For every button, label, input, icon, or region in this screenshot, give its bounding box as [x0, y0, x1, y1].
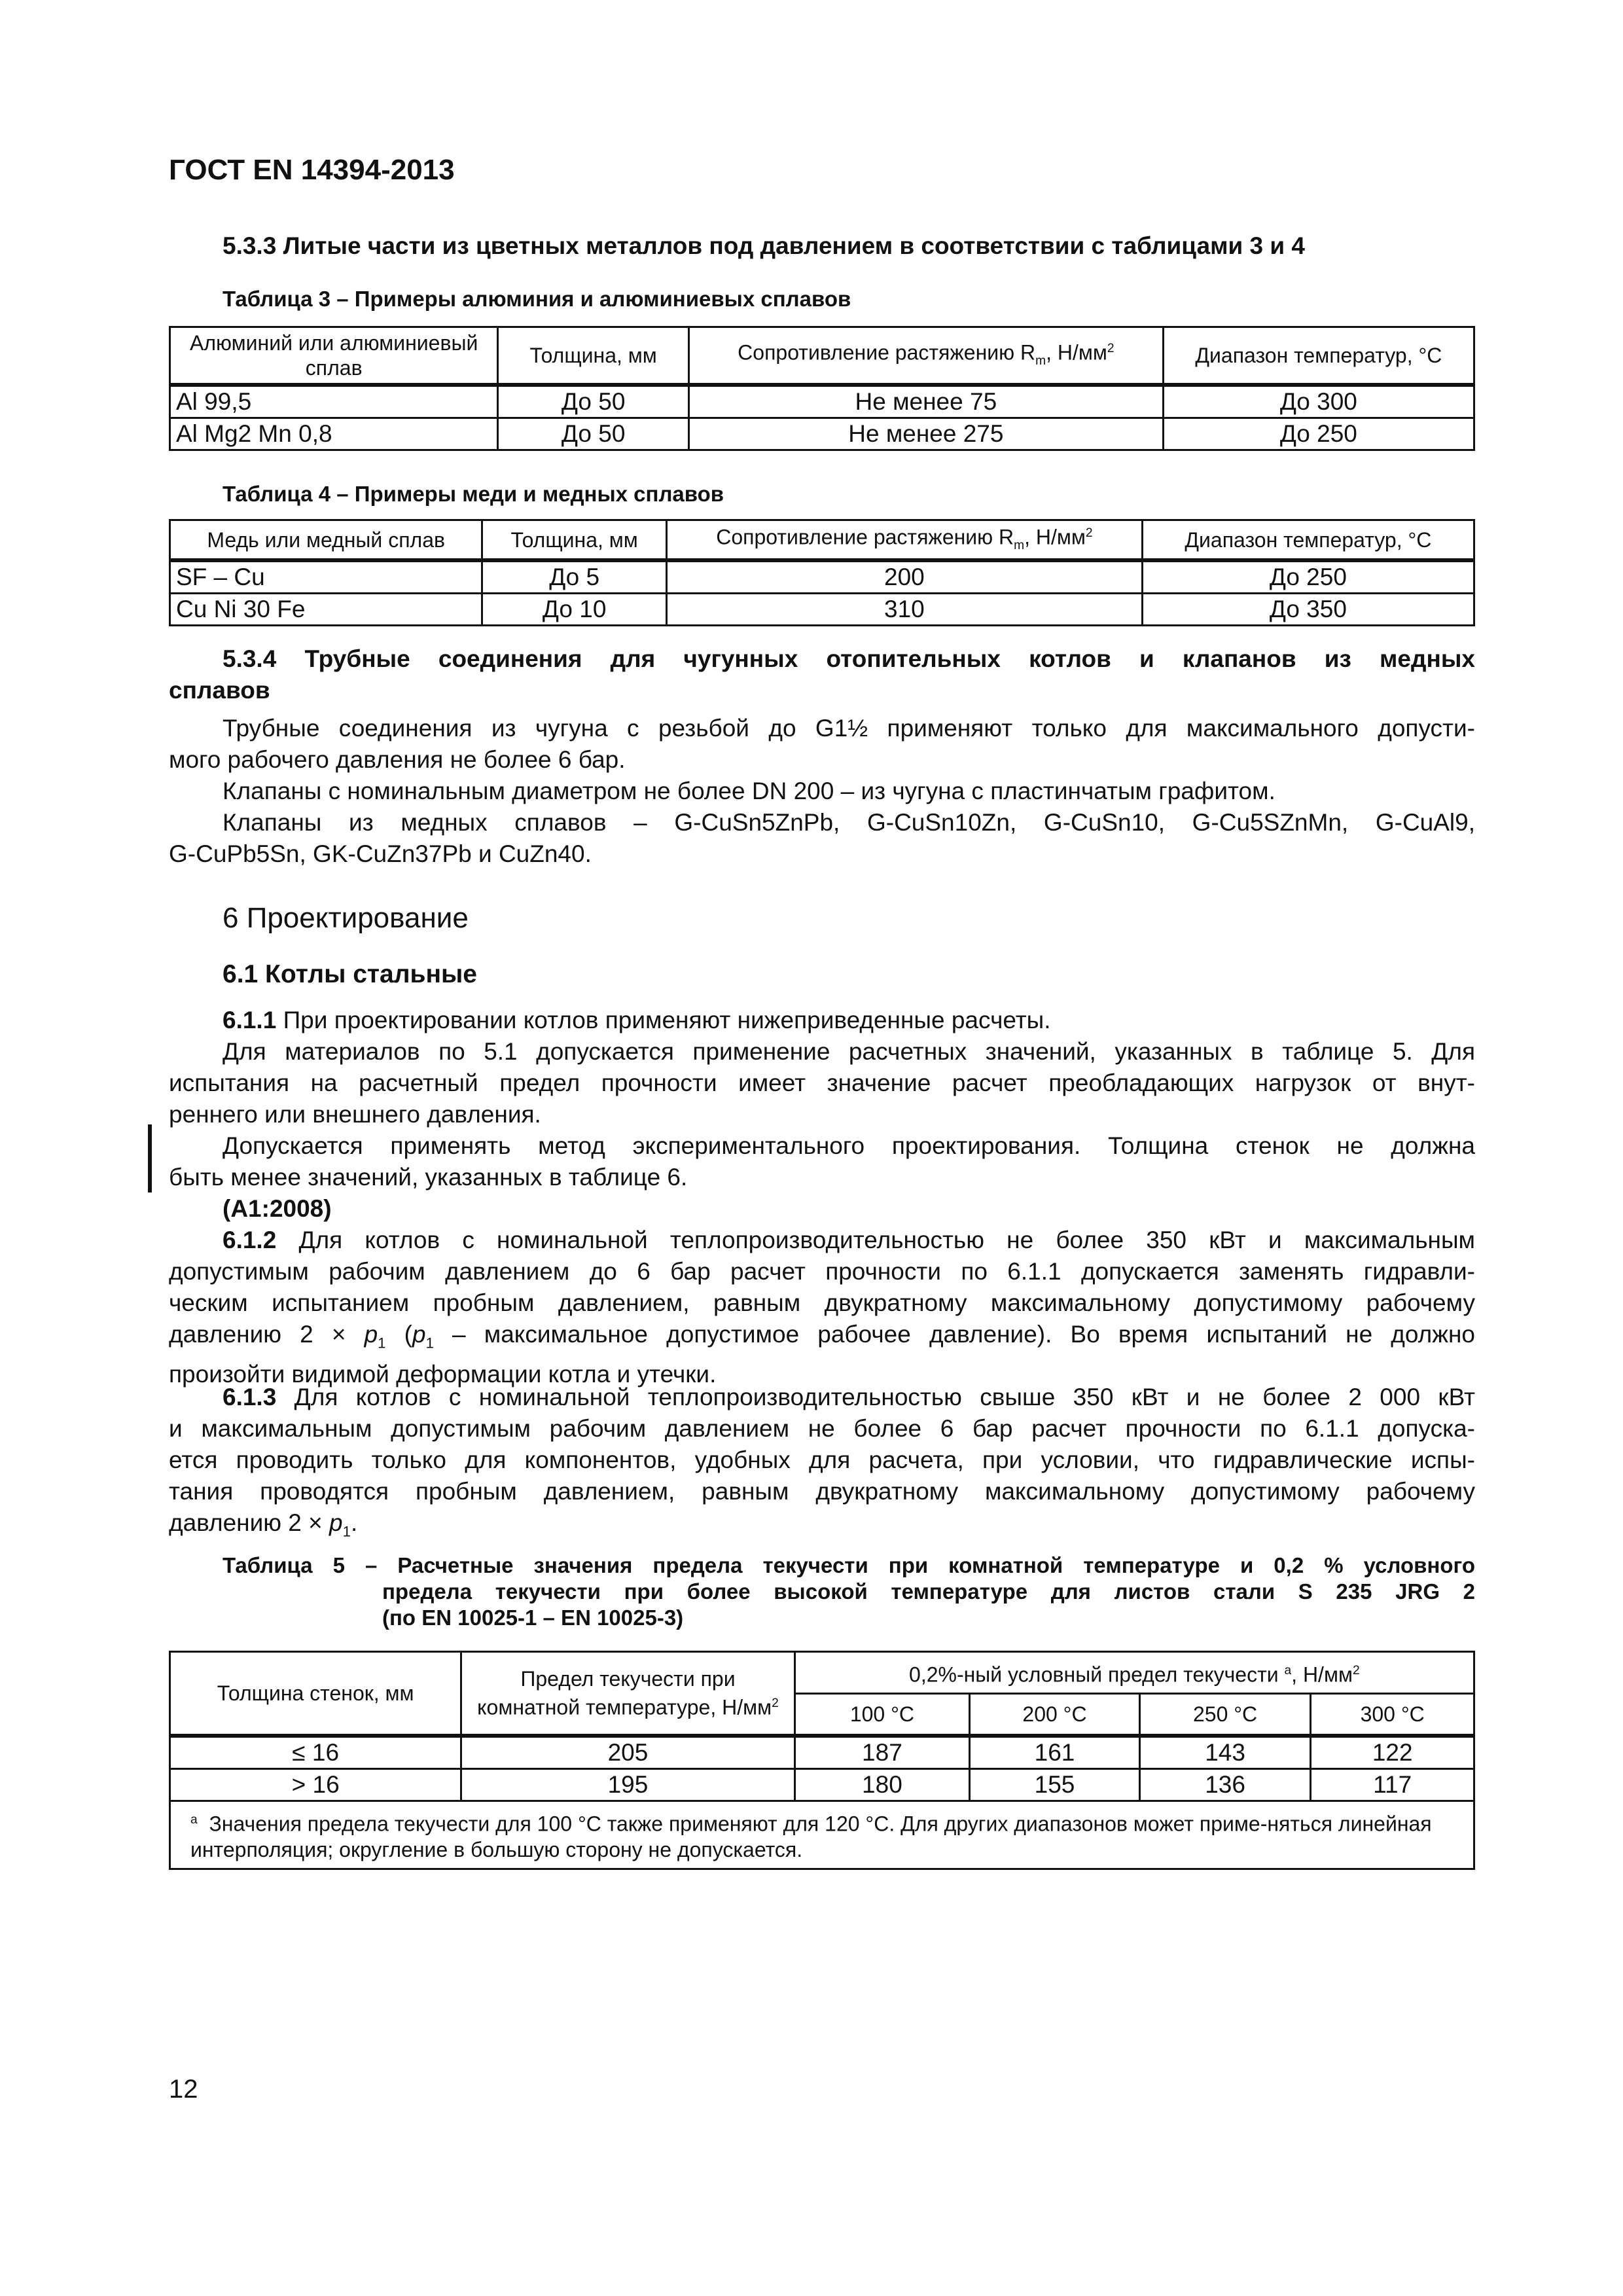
section-5-3-3-title: 5.3.3 Литые части из цветных металлов под давлением в соответствии с таблицами 3 и 4: [223, 232, 1305, 259]
table-5-caption: Таблица 5 – Расчетные значения предела текучести при комнатной температуре и 0,2 % условного предела текучести при более высокой температуре для листов стали S 235 JRG 2 (по EN 10025-1 – EN 10025-3): [223, 1553, 1475, 1630]
section-6-1-title: 6.1 Котлы стальные: [223, 960, 477, 988]
table-cell: 200: [667, 560, 1143, 594]
table-5-footnote: $^a$ Значения предела текучести для 100 °С также применяют для 120 °С. Для других диапазонов может приме-няться линейная интерполяция; округление в большую сторону не допускается.: [170, 1801, 1474, 1869]
table-cell: SF – Cu: [170, 560, 482, 594]
table-5-header-temp: 200 °С: [970, 1694, 1140, 1736]
table-3-header-row: [170, 327, 1474, 385]
table-4-header-thickness: Толщина, мм: [482, 520, 667, 561]
table-cell: Не менее 75: [688, 385, 1163, 418]
table-cell: До 5: [482, 560, 667, 594]
table-4-header-row: [170, 520, 1474, 561]
table-5: [169, 1651, 1475, 1870]
table-cell: Не менее 275: [688, 418, 1163, 450]
change-bar: [148, 1124, 152, 1193]
table-cell: Al 99,5: [170, 385, 498, 418]
table-cell: Cu Ni 30 Fe: [170, 594, 482, 626]
table-3-header-temperature: Диапазон температур, °С: [1163, 327, 1474, 385]
table-cell: До 10: [482, 594, 667, 626]
table-5-header-thickness: Толщина стенок, мм: [170, 1652, 461, 1736]
table-3-caption: Таблица 3 – Примеры алюминия и алюминиевых сплавов: [223, 287, 851, 311]
table-3-header-tensile: Сопротивление растяжению $R_m$, $Н/мм^2$: [688, 327, 1163, 385]
table-5-footnote-row: [170, 1801, 1474, 1869]
table-cell: ≤ 16: [170, 1736, 461, 1769]
table-cell: 117: [1311, 1768, 1474, 1801]
table-3: [169, 326, 1475, 451]
table-4: [169, 519, 1475, 626]
table-3-header-alloy: Алюминий или алюминиевый сплав: [170, 327, 498, 385]
table-row: [170, 418, 1474, 450]
table-5-header-temp: 300 °С: [1311, 1694, 1474, 1736]
table-cell: 180: [794, 1768, 970, 1801]
page-number: 12: [169, 2075, 198, 2104]
table-3-header-thickness: Толщина, мм: [498, 327, 689, 385]
section-6-1-3: 6.1.3 Для котлов с номинальной теплопроизводительностью свыше 350 кВт и не более 2 000 кВт и максимальным допустимым рабочим давлением не более 6 бар расчет прочности по 6.1.1 допуска- ется проводить только для компонентов, удобных для расчета, при условии, что гидравлические испы- тания проводятся пробным давлением, равным двукратному максимальному допустимому рабочему давлению $2 \times p_1$.: [169, 1384, 1475, 1540]
table-cell: До 250: [1142, 560, 1474, 594]
table-row: [170, 1768, 1474, 1801]
table-cell: 195: [461, 1768, 794, 1801]
table-4-header-alloy: Медь или медный сплав: [170, 520, 482, 561]
table-cell: 161: [970, 1736, 1140, 1769]
table-5-header-room-temp: Предел текучести при комнатной температуре, $Н/мм^2$: [461, 1652, 794, 1736]
table-cell: До 50: [498, 385, 689, 418]
table-5-header-temp: 100 °С: [794, 1694, 970, 1736]
table-row: [170, 560, 1474, 594]
table-cell: До 250: [1163, 418, 1474, 450]
table-cell: 136: [1139, 1768, 1311, 1801]
table-cell: > 16: [170, 1768, 461, 1801]
table-cell: 143: [1139, 1736, 1311, 1769]
table-cell: До 350: [1142, 594, 1474, 626]
table-5-header-temp: 250 °С: [1139, 1694, 1311, 1736]
table-cell: 205: [461, 1736, 794, 1769]
table-cell: 187: [794, 1736, 970, 1769]
table-4-caption: Таблица 4 – Примеры меди и медных сплавов: [223, 482, 724, 506]
table-row: [170, 385, 1474, 418]
table-5-header-proof-stress: 0,2%-ный условный предел текучести $^a$, $Н/мм^2$: [794, 1652, 1474, 1694]
table-4-header-tensile: Сопротивление растяжению $R_m$, $Н/мм^2$: [667, 520, 1143, 561]
table-cell: 122: [1311, 1736, 1474, 1769]
table-cell: До 50: [498, 418, 689, 450]
table-5-header-row: [170, 1652, 1474, 1694]
table-cell: До 300: [1163, 385, 1474, 418]
table-row: [170, 594, 1474, 626]
section-6-title: 6 Проектирование: [223, 902, 469, 934]
section-5-3-4-title: 5.3.4 Трубные соединения для чугунных отопительных котлов и клапанов из медных сплавов: [169, 645, 1475, 704]
table-cell: Al Mg2 Mn 0,8: [170, 418, 498, 450]
table-row: [170, 1736, 1474, 1769]
table-4-header-temperature: Диапазон температур, °С: [1142, 520, 1474, 561]
document-header: ГОСТ EN 14394-2013: [169, 154, 455, 186]
section-6-1-1: 6.1.1 При проектировании котлов применяют нижеприведенные расчеты. Для материалов по 5.1 допускается применение расчетных значений, указанных в таблице 5. Для испытания на расчетный предел прочности имеет значение расчет преобладающих нагрузок от внут- реннего или внешнего давления. Допускается применять метод экспериментального проектирования. Толщина стенок не должна быть менее значений, указанных в таблице 6. (A1:2008): [169, 1007, 1475, 1222]
section-5-3-4-body: Трубные соединения из чугуна с резьбой до G1½ применяют только для максимального допусти- мого рабочего давления не более 6 бар. Клапаны с номинальным диаметром не более DN 200 – из чугуна с пластинчатым графитом. Клапаны из медных сплавов – G-CuSn5ZnPb, G-CuSn10Zn, G-CuSn10, G-Cu5SZnMn, G-CuAl9, G-CuPb5Sn, GK-CuZn37Pb и CuZn40.: [169, 715, 1475, 867]
table-cell: 155: [970, 1768, 1140, 1801]
section-6-1-2: 6.1.2 Для котлов с номинальной теплопроизводительностью не более 350 кВт и максимальным допустимым рабочим давлением до 6 бар расчет прочности по 6.1.1 допускается заменять гидравли- ческим испытанием пробным давлением, равным двукратному максимальному допустимому рабочему давлению $2 \times p_1$ ($p_1$ – максимальное допустимое рабочее давление). Во время испытаний не должно произойти видимой деформации котла и утечки.: [169, 1227, 1475, 1388]
table-cell: 310: [667, 594, 1143, 626]
